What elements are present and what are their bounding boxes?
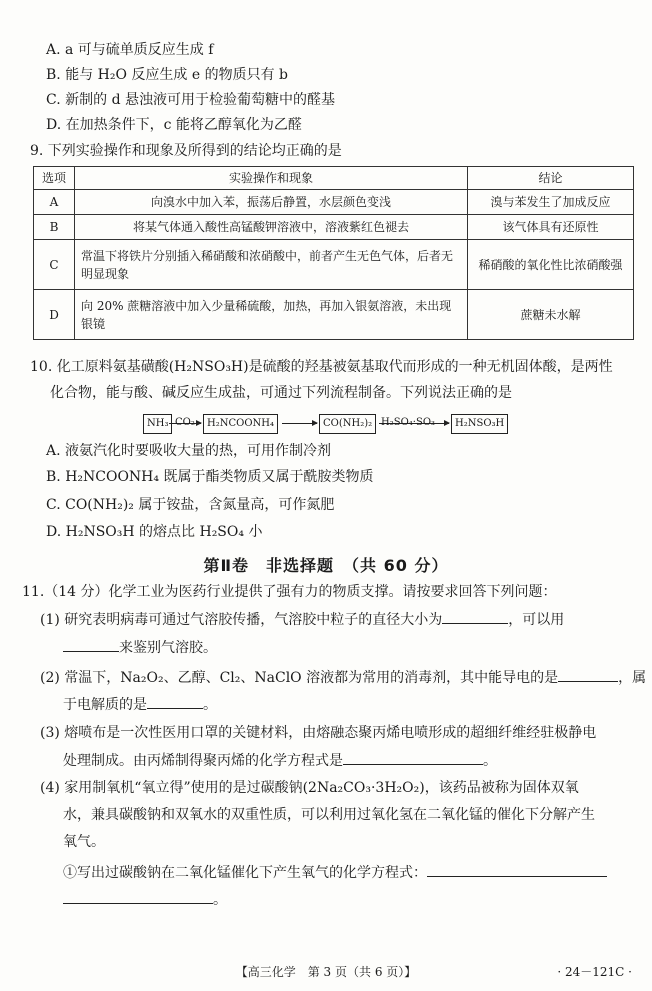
row-operation: 常温下将铁片分别插入稀硝酸和浓硝酸中，前者产生无色气体，后者无明显现象 bbox=[75, 240, 468, 290]
q11-part2-text-c: 于电解质的是 bbox=[63, 697, 147, 713]
q10-stem-line2: 化合物，能与酸、碱反应生成盐，可通过下列流程制备。下列说法正确的是 bbox=[50, 385, 512, 401]
q11-part2-line1 bbox=[40, 667, 646, 688]
q11-part1-line1 bbox=[40, 609, 564, 630]
q9-stem: 9. 下列实验操作和现象及所得到的结论均正确的是 bbox=[30, 143, 342, 159]
q11-part1-line2 bbox=[63, 637, 217, 658]
q11-part4-line4 bbox=[63, 862, 607, 883]
q11-part3-line2 bbox=[63, 750, 497, 771]
q11-part4-text-d: ①写出过碳酸钠在二氧化锰催化下产生氧气的化学方程式： bbox=[63, 865, 427, 881]
q11-part2-text-a: (2) 常温下，Na₂O₂、乙醇、Cl₂、NaClO 溶液都为常用的消毒剂，其中能导电的是 bbox=[40, 670, 559, 686]
q11-part4-line1: (4) 家用制氧机“氧立得”使用的是过碳酸钠(2Na₂CO₃·3H₂O₂)，该药品被称为固体双氧 bbox=[40, 780, 579, 796]
flow-arrow-1 bbox=[169, 417, 201, 428]
q10-option-a: A. 液氨汽化时要吸收大量的热，可用作制冷剂 bbox=[46, 443, 332, 459]
table-row bbox=[34, 215, 634, 240]
q11-part3-line1: (3) 熔喷布是一次性医用口罩的关键材料，由熔融态聚丙烯电喷形成的超细纤维经驻极静电 bbox=[40, 725, 597, 741]
table-row bbox=[34, 290, 634, 340]
q10-option-b: B. H₂NCOONH₄ 既属于酯类物质又属于酰胺类物质 bbox=[46, 469, 374, 485]
row-operation: 向溴水中加入苯，振荡后静置，水层颜色变浅 bbox=[75, 190, 468, 215]
answer-blank[interactable] bbox=[343, 750, 483, 765]
footer-code: · 24－121C · bbox=[557, 965, 632, 979]
q11-part4-line2: 水，兼具碳酸钠和双氧水的双重性质，可以利用过氧化氢在二氧化锰的催化下分解产生 bbox=[63, 807, 595, 823]
q11-part4-text-e: 。 bbox=[213, 892, 227, 908]
flow-arrow-label-oleum: H₂SO₄·SO₃ bbox=[381, 417, 436, 428]
q11-part2-line2 bbox=[63, 694, 217, 715]
q11-part1-text-b: ，可以用 bbox=[508, 612, 565, 628]
prev-option-d: D. 在加热条件下，c 能将乙醇氧化为乙醛 bbox=[46, 117, 302, 133]
q11-part4-line3: 氧气。 bbox=[63, 834, 105, 850]
flow-box-carbamate: H₂NCOONH₄ bbox=[203, 414, 278, 434]
row-conclusion: 溴与苯发生了加成反应 bbox=[468, 190, 634, 215]
table-header-row bbox=[34, 167, 634, 190]
prev-option-a: A. a 可与硫单质反应生成 f bbox=[46, 42, 214, 58]
flow-arrow-2 bbox=[282, 423, 317, 424]
q11-part1-text-a: (1) 研究表明病毒可通过气溶胶传播，气溶胶中粒子的直径大小为 bbox=[40, 612, 443, 628]
row-conclusion: 稀硝酸的氧化性比浓硝酸强 bbox=[468, 240, 634, 290]
prev-option-c: C. 新制的 d 悬浊液可用于检验葡萄糖中的醛基 bbox=[46, 92, 335, 108]
row-option: A bbox=[34, 190, 75, 215]
q10-stem-line1: 10. 化工原料氨基磺酸(H₂NSO₃H)是硫酸的羟基被氨基取代而形成的一种无机固体酸，是两性 bbox=[30, 359, 613, 375]
row-option: B bbox=[34, 215, 75, 240]
q9-table bbox=[33, 166, 634, 340]
flow-arrow-label-co2: CO₂ bbox=[175, 417, 195, 428]
q11-part2-text-d: 。 bbox=[203, 697, 217, 713]
q10-option-d: D. H₂NSO₃H 的熔点比 H₂SO₄ 小 bbox=[46, 524, 263, 540]
answer-blank[interactable] bbox=[558, 667, 618, 682]
flow-arrow-3 bbox=[379, 417, 449, 428]
answer-blank[interactable] bbox=[63, 637, 119, 652]
row-operation: 将某气体通入酸性高锰酸钾溶液中，溶液紫红色褪去 bbox=[75, 215, 468, 240]
footer-page-info: 【高三化学 第 3 页（共 6 页）】 bbox=[235, 965, 417, 979]
q11-part4-line5 bbox=[63, 889, 227, 910]
prev-option-b: B. 能与 H₂O 反应生成 e 的物质只有 b bbox=[46, 67, 288, 83]
q11-part1-text-c: 来鉴别气溶胶。 bbox=[119, 640, 217, 656]
q11-part3-text-c: 。 bbox=[483, 753, 497, 769]
q11-part2-text-b: ，属 bbox=[618, 670, 647, 686]
flow-box-nh3: NH₃ bbox=[143, 414, 172, 434]
table-row bbox=[34, 240, 634, 290]
row-conclusion: 该气体具有还原性 bbox=[468, 215, 634, 240]
answer-blank[interactable] bbox=[442, 609, 508, 624]
table-row bbox=[34, 190, 634, 215]
q10-option-c: C. CO(NH₂)₂ 属于铵盐，含氮量高，可作氮肥 bbox=[46, 497, 335, 513]
header-operation: 实验操作和现象 bbox=[75, 167, 468, 190]
answer-blank[interactable] bbox=[63, 889, 213, 904]
row-option: D bbox=[34, 290, 75, 340]
answer-blank[interactable] bbox=[427, 862, 607, 877]
q11-part3-text-b: 处理制成。由丙烯制得聚丙烯的化学方程式是 bbox=[63, 753, 343, 769]
row-option: C bbox=[34, 240, 75, 290]
header-conclusion: 结论 bbox=[468, 167, 634, 190]
flow-box-urea: CO(NH₂)₂ bbox=[319, 414, 376, 434]
section-title: 第Ⅱ卷 非选择题 （共 60 分） bbox=[203, 556, 449, 575]
row-operation: 向 20% 蔗糖溶液中加入少量稀硫酸，加热，再加入银氨溶液，未出现银镜 bbox=[75, 290, 468, 340]
answer-blank[interactable] bbox=[147, 694, 203, 709]
header-option: 选项 bbox=[34, 167, 75, 190]
row-conclusion: 蔗糖未水解 bbox=[468, 290, 634, 340]
flow-box-sulfamic-acid: H₂NSO₃H bbox=[451, 414, 508, 434]
q11-stem: 11.（14 分）化学工业为医药行业提供了强有力的物质支撑。请按要求回答下列问题： bbox=[22, 584, 557, 600]
